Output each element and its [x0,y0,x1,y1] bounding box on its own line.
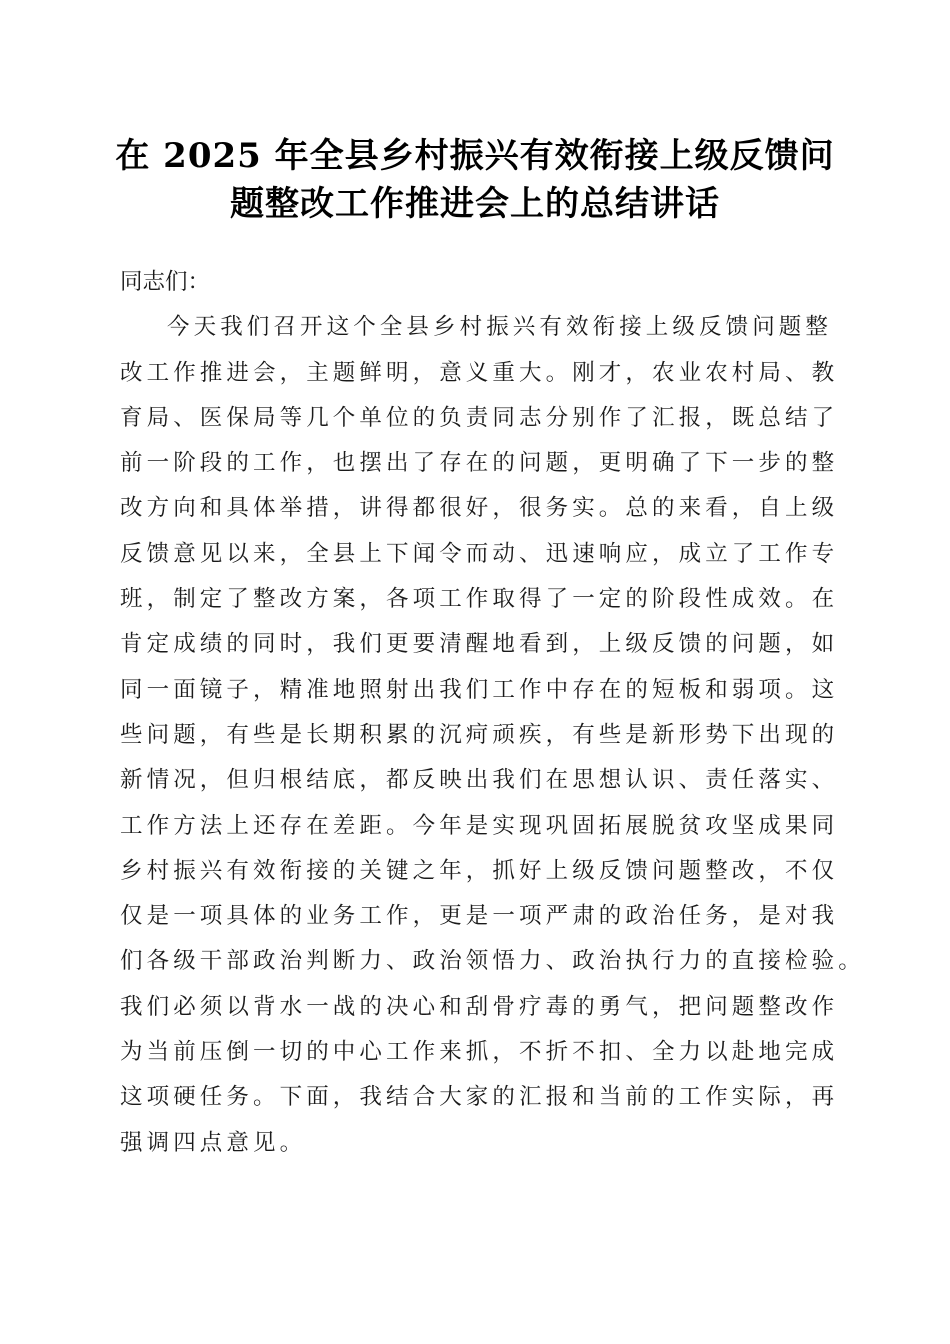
paragraph-line: 乡村振兴有效衔接的关键之年，抓好上级反馈问题整改，不仅 [120,857,839,884]
paragraph-line: 反馈意见以来，全县上下闻令而动、迅速响应，成立了工作专 [120,540,839,567]
paragraph-line: 些问题，有些是长期积累的沉疴顽疾，有些是新形势下出现的 [120,721,839,748]
title-line: 题整改工作推进会上的总结讲话 [230,184,720,224]
paragraph-line: 改方向和具体举措，讲得都很好，很务实。总的来看，自上级 [120,495,839,522]
title-line: 在 2025 年全县乡村振兴有效衔接上级反馈问 [115,136,835,176]
paragraph-line: 今天我们召开这个全县乡村振兴有效衔接上级反馈问题整 [167,314,833,341]
paragraph-line: 工作方法上还存在差距。今年是实现巩固拓展脱贫攻坚成果同 [120,812,839,839]
paragraph-line: 我们必须以背水一战的决心和刮骨疗毒的勇气，把问题整改作 [120,993,839,1020]
paragraph-line: 改工作推进会，主题鲜明，意义重大。刚才，农业农村局、教 [120,359,839,386]
paragraph-line: 新情况，但归根结底，都反映出我们在思想认识、责任落实、 [120,767,839,794]
paragraph-line: 仅是一项具体的业务工作，更是一项严肃的政治任务，是对我 [120,903,839,930]
paragraph-line: 同一面镜子，精准地照射出我们工作中存在的短板和弱项。这 [120,676,839,703]
paragraph-line: 为当前压倒一切的中心工作来抓，不折不扣、全力以赴地完成 [120,1039,839,1066]
paragraph-line: 前一阶段的工作，也摆出了存在的问题，更明确了下一步的整 [120,450,839,477]
paragraph-line: 们各级干部政治判断力、政治领悟力、政治执行力的直接检验。 [120,948,865,975]
document-body [120,260,865,1166]
speech-paragraph [120,305,865,1166]
paragraph-line: 班，制定了整改方案，各项工作取得了一定的阶段性成效。在 [120,586,839,613]
document-title [100,132,850,228]
paragraph-line: 肯定成绩的同时，我们更要清醒地看到，上级反馈的问题，如 [120,631,839,658]
paragraph-line: 育局、医保局等几个单位的负责同志分别作了汇报，既总结了 [120,404,839,431]
paragraph-line: 强调四点意见。 [120,1129,307,1156]
salutation: 同志们： [120,269,211,295]
paragraph-line: 这项硬任务。下面，我结合大家的汇报和当前的工作实际，再 [120,1084,839,1111]
